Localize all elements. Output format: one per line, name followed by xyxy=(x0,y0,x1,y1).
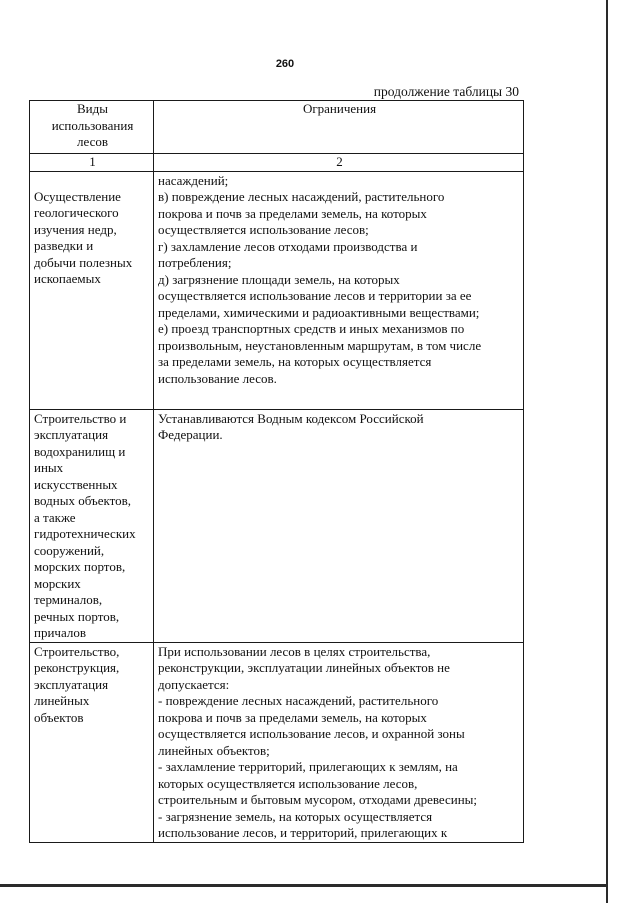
restriction-line: - захламление территорий, прилегающих к землям, на xyxy=(158,759,458,774)
restriction-line: допускается: xyxy=(158,676,230,692)
header-line: Виды xyxy=(77,101,108,116)
column-number: 1 xyxy=(30,154,154,172)
use-type-line: линейных xyxy=(34,693,90,708)
restriction-line: е) проезд транспортных средств и иных механизмов по xyxy=(158,321,465,336)
use-type-line: эксплуатация xyxy=(34,427,109,442)
restriction-line: - загрязнение земель, на которых осуществляется xyxy=(158,808,433,824)
restriction-line: осуществляется использование лесов, и охранной зоны xyxy=(158,726,465,741)
use-type-line: объектов xyxy=(34,709,84,725)
use-type-line: речных портов, xyxy=(34,608,120,624)
page-edge-right xyxy=(606,0,608,903)
use-type-line: реконструкция, xyxy=(34,660,120,675)
restriction-line: д) загрязнение площади земель, на которых xyxy=(158,271,400,287)
header-restrictions: Ограничения xyxy=(154,101,524,154)
restriction-line: строительным и бытовым мусором, отходами древесины; xyxy=(158,792,478,807)
restriction-line: насаждений; xyxy=(158,172,229,188)
restriction-line: потребления; xyxy=(158,255,232,270)
restriction-line: - повреждение лесных насаждений, растительного xyxy=(158,693,439,708)
table-row xyxy=(30,409,524,642)
use-type-line: эксплуатация xyxy=(34,676,109,692)
header-forest-use-types xyxy=(30,101,154,154)
use-type-line: морских портов, xyxy=(34,559,126,574)
column-number-row xyxy=(30,154,524,172)
restrictions-cell xyxy=(154,171,524,409)
use-type-cell xyxy=(30,409,154,642)
restriction-line: осуществляется использование лесов и территории за ее xyxy=(158,288,472,303)
use-type-line: терминалов, xyxy=(34,592,103,607)
use-type-line: Строительство, xyxy=(34,643,120,659)
use-type-line: гидротехнических xyxy=(34,526,136,541)
use-type-line: геологического xyxy=(34,205,119,220)
table-row xyxy=(30,171,524,409)
use-type-line: ископаемых xyxy=(34,271,101,286)
restriction-line: за пределами земель, на которых осуществляется xyxy=(158,354,432,369)
restriction-line: г) захламление лесов отходами производства и xyxy=(158,238,418,254)
restriction-line: реконструкции, эксплуатации линейных объектов не xyxy=(158,660,450,675)
restriction-line: осуществляется использование лесов; xyxy=(158,222,369,237)
restriction-line: Устанавливаются Водным кодексом Российской xyxy=(158,410,424,426)
regulation-table xyxy=(29,100,524,843)
use-type-line: водных объектов, xyxy=(34,493,132,508)
restriction-line: покрова и почв за пределами земель, на которых xyxy=(158,709,427,725)
restriction-line: произвольным, неустановленным маршрутам, в том числе xyxy=(158,337,482,353)
use-type-line: искусственных xyxy=(34,476,118,492)
restriction-line: покрова и почв за пределами земель, на которых xyxy=(158,205,427,221)
use-type-cell xyxy=(30,642,154,842)
restrictions-cell xyxy=(154,642,524,842)
use-type-line: разведки и xyxy=(34,238,94,253)
restriction-line: линейных объектов; xyxy=(158,742,270,758)
use-type-line: водохранилищ и xyxy=(34,443,126,459)
use-type-line: изучения недр, xyxy=(34,221,117,237)
use-type-line: Осуществление xyxy=(34,188,121,204)
use-type-cell xyxy=(30,171,154,409)
page-edge-bottom xyxy=(0,884,606,887)
restrictions-cell xyxy=(154,409,524,642)
use-type-line: морских xyxy=(34,575,81,591)
table-row xyxy=(30,642,524,842)
header-line: использования xyxy=(51,117,134,133)
restriction-line: в) повреждение лесных насаждений, растительного xyxy=(158,189,445,204)
table-continuation-label: продолжение таблицы 30 xyxy=(373,84,519,99)
table-header-row xyxy=(30,101,524,154)
restriction-line: использование лесов, и территорий, прилегающих к xyxy=(158,825,448,840)
column-number: 2 xyxy=(154,154,524,172)
restriction-line: При использовании лесов в целях строительства, xyxy=(158,643,431,659)
header-line: лесов xyxy=(77,134,108,149)
page-number: 260 xyxy=(275,58,295,70)
restriction-line: пределами, химическими и радиоактивными веществами; xyxy=(158,304,480,320)
use-type-line: сооружений, xyxy=(34,542,105,558)
restriction-line: Федерации. xyxy=(158,427,223,442)
use-type-line: иных xyxy=(34,460,64,475)
use-type-line: а также xyxy=(34,509,76,525)
restriction-line: которых осуществляется использование лесов, xyxy=(158,775,418,791)
use-type-line: Строительство и xyxy=(34,410,127,426)
use-type-line: добычи полезных xyxy=(34,254,133,270)
use-type-line: причалов xyxy=(34,625,86,640)
restriction-line: использование лесов. xyxy=(158,370,277,386)
